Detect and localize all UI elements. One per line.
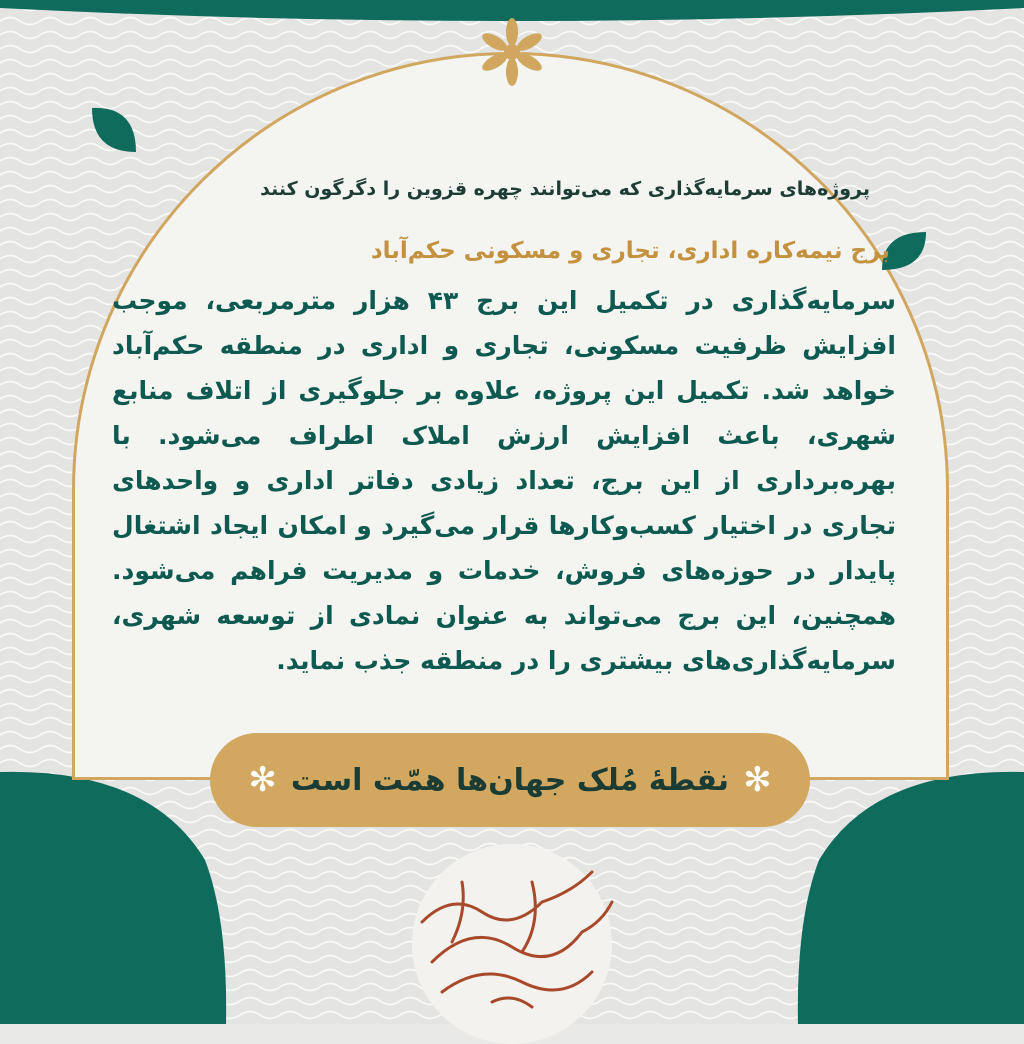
- project-description: سرمایه‌گذاری در تکمیل این برج ۴۳ هزار مترمربعی، موجب افزایش ظرفیت مسکونی، تجاری و اداری در منطقه حکم‌آباد خواهد شد. تکمیل این پروژه، علاوه بر جلوگیری از اتلاف منابع شهری، باعث افزایش ارزش املاک اطراف می‌شود. با بهره‌برداری از این برج، تعداد زیادی دفاتر اداری و واحدهای تجاری در اختیار کسب‌وکارها قرار می‌گیرد و امکان ایجاد اشتغال پایدار در حوزه‌های فروش، خدمات و مدیریت فراهم می‌شود. همچنین، این برج می‌تواند به عنوان نمادی از توسعه شهری، سرمایه‌گذاری‌های بیشتری را در منطقه جذب نماید.: [112, 286, 896, 675]
- motto-badge: [210, 733, 810, 827]
- signature-logo: [392, 852, 632, 1022]
- leaf-icon: [90, 106, 138, 154]
- asterisk-flower-icon: [469, 10, 555, 90]
- snowflake-star-icon: ✻: [743, 760, 772, 800]
- project-heading: برج نیمه‌کاره اداری، تجاری و مسکونی حکم‌آباد: [370, 238, 890, 264]
- subtitle: پروژه‌های سرمایه‌گذاری که می‌توانند چهره قزوین را دگرگون کنند: [260, 178, 870, 200]
- snowflake-star-icon: ✻: [248, 760, 277, 800]
- motto-text: نقطهٔ مُلک جهان‌ها همّت است: [290, 762, 730, 798]
